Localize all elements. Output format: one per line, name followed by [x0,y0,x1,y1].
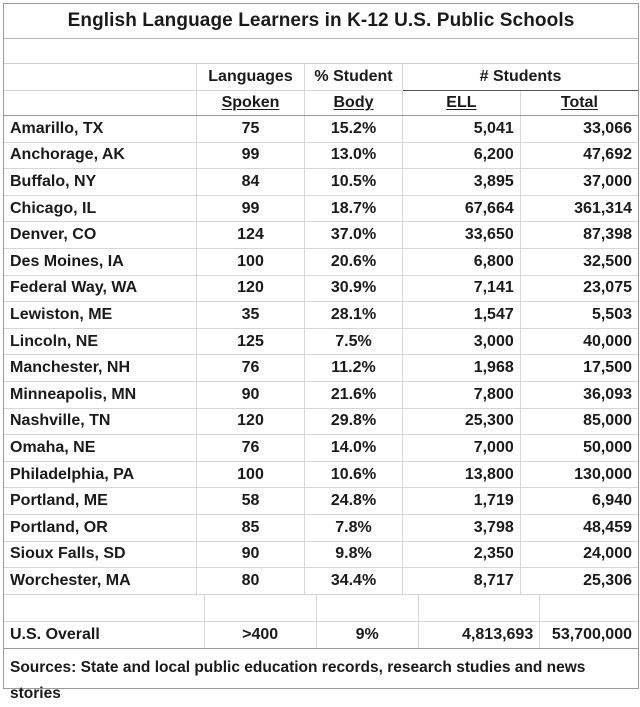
sources-note: Sources: State and local public education records, research studies and news stories [10,658,586,702]
row-languages: 76 [197,355,305,382]
table-row [4,328,638,355]
row-ell: 7,000 [403,435,521,462]
row-pct: 21.6% [305,381,403,408]
row-ell: 2,350 [403,541,521,568]
row-languages: 76 [197,435,305,462]
table-row [4,381,638,408]
header-total: Total [560,94,598,111]
row-pct: 9.8% [305,541,403,568]
row-ell: 1,547 [403,302,521,329]
row-ell: 13,800 [403,461,521,488]
row-total: 24,000 [520,541,638,568]
table-row [4,435,638,462]
spacer-row [4,39,638,64]
row-city: Des Moines, IA [4,248,197,275]
row-languages: 120 [197,408,305,435]
ell-table [4,64,638,595]
row-total: 50,000 [520,435,638,462]
row-languages: 100 [197,248,305,275]
header-ell: ELL [446,94,477,111]
row-city: Lewiston, ME [4,302,197,329]
row-total: 6,940 [520,488,638,515]
row-ell: 67,664 [403,195,521,222]
table-row [4,222,638,249]
row-pct: 29.8% [305,408,403,435]
row-pct: 20.6% [305,248,403,275]
row-city: Nashville, TN [4,408,197,435]
table-row [4,568,638,595]
header-empty [4,64,197,91]
table-title: English Language Learners in K-12 U.S. Public Schools [4,4,638,39]
row-pct: 28.1% [305,302,403,329]
row-pct: 34.4% [305,568,403,595]
header-students-group: # Students [403,64,639,91]
table-row [4,142,638,169]
row-pct: 11.2% [305,355,403,382]
row-city: Portland, OR [4,514,197,541]
row-total: 87,398 [520,222,638,249]
row-total: 47,692 [520,142,638,169]
row-pct: 14.0% [305,435,403,462]
row-city: Amarillo, TX [4,116,197,143]
row-city: Philadelphia, PA [4,461,197,488]
row-languages: 124 [197,222,305,249]
row-pct: 10.6% [305,461,403,488]
row-ell: 25,300 [403,408,521,435]
row-total: 36,093 [520,381,638,408]
row-total: 33,066 [520,116,638,143]
row-pct: 37.0% [305,222,403,249]
row-languages: 90 [197,381,305,408]
row-languages: 120 [197,275,305,302]
header-row-top [4,64,638,91]
row-languages: 100 [197,461,305,488]
overall-city: U.S. Overall [4,621,204,648]
row-ell: 7,141 [403,275,521,302]
row-ell: 6,800 [403,248,521,275]
row-languages: 90 [197,541,305,568]
row-city: Portland, ME [4,488,197,515]
overall-languages: >400 [204,621,316,648]
row-ell: 7,800 [403,381,521,408]
row-city: Manchester, NH [4,355,197,382]
spreadsheet [3,3,639,702]
row-ell: 33,650 [403,222,521,249]
overall-table [4,595,638,649]
row-total: 85,000 [520,408,638,435]
row-total: 32,500 [520,248,638,275]
row-pct: 13.0% [305,142,403,169]
row-ell: 3,895 [403,169,521,196]
row-pct: 7.5% [305,328,403,355]
table-row [4,514,638,541]
row-pct: 15.2% [305,116,403,143]
row-city: Anchorage, AK [4,142,197,169]
table-row [4,195,638,222]
row-city: Buffalo, NY [4,169,197,196]
row-ell: 3,000 [403,328,521,355]
row-city: Omaha, NE [4,435,197,462]
row-city: Denver, CO [4,222,197,249]
header-languages-top: Languages [197,64,305,91]
row-total: 361,314 [520,195,638,222]
header-row-bottom [4,91,638,116]
row-languages: 99 [197,195,305,222]
table-row [4,116,638,143]
row-languages: 75 [197,116,305,143]
header-pct-top: % Student [305,64,403,91]
spacer-row [4,595,638,622]
row-pct: 30.9% [305,275,403,302]
row-ell: 1,968 [403,355,521,382]
row-ell: 1,719 [403,488,521,515]
row-total: 17,500 [520,355,638,382]
row-total: 23,075 [520,275,638,302]
row-total: 37,000 [520,169,638,196]
table-row [4,541,638,568]
table-row [4,169,638,196]
row-pct: 24.8% [305,488,403,515]
table-row [4,461,638,488]
row-city: Minneapolis, MN [4,381,197,408]
header-pct-bottom: Body [333,94,374,111]
overall-row [4,621,638,648]
row-total: 25,306 [520,568,638,595]
row-languages: 84 [197,169,305,196]
overall-pct: 9% [316,621,418,648]
row-ell: 3,798 [403,514,521,541]
table-row [4,248,638,275]
row-city: Chicago, IL [4,195,197,222]
row-languages: 58 [197,488,305,515]
row-languages: 99 [197,142,305,169]
row-pct: 18.7% [305,195,403,222]
row-ell: 8,717 [403,568,521,595]
row-city: Federal Way, WA [4,275,197,302]
row-languages: 35 [197,302,305,329]
header-languages-bottom: Spoken [221,94,280,111]
row-total: 130,000 [520,461,638,488]
overall-ell: 4,813,693 [418,621,540,648]
row-languages: 85 [197,514,305,541]
table-row [4,488,638,515]
overall-total: 53,700,000 [540,621,638,648]
row-total: 48,459 [520,514,638,541]
row-total: 40,000 [520,328,638,355]
table-row [4,302,638,329]
row-city: Lincoln, NE [4,328,197,355]
row-city: Sioux Falls, SD [4,541,197,568]
row-languages: 125 [197,328,305,355]
row-total: 5,503 [520,302,638,329]
table-row [4,408,638,435]
row-pct: 7.8% [305,514,403,541]
table-row [4,355,638,382]
header-empty [4,91,197,116]
row-city: Worchester, MA [4,568,197,595]
row-pct: 10.5% [305,169,403,196]
row-ell: 6,200 [403,142,521,169]
row-languages: 80 [197,568,305,595]
table-row [4,275,638,302]
row-ell: 5,041 [403,116,521,143]
